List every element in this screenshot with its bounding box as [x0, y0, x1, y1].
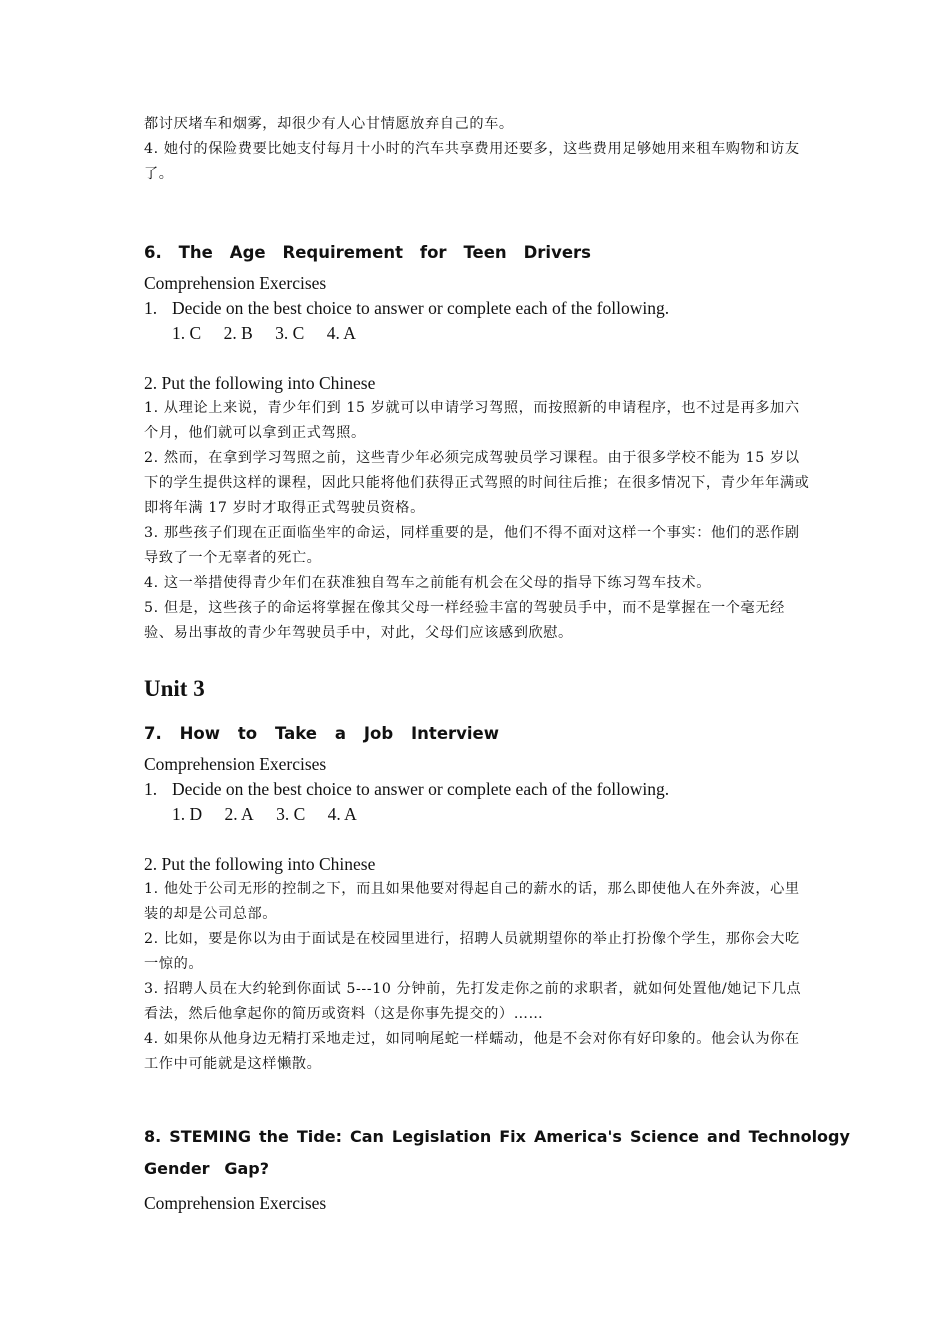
section-6-question-1: 1. Decide on the best choice to answer or complete each of the following.: [144, 298, 670, 318]
section-7-heading: 7. How to Take a Job Interview: [144, 724, 499, 743]
section-6-translation-3: 3. 那些孩子们现在正面临坐牢的命运，同样重要的是，他们不得不面对这样一个事实：他们的恶作剧导致了一个无辜者的死亡。: [144, 525, 800, 566]
section-7-comprehension: Comprehension Exercises: [144, 754, 327, 774]
document-page: [144, 112, 850, 1216]
section-7-translation-2: 2. 比如，要是你以为由于面试是在校园里进行，招聘人员就期望你的举止打扮像个学生，那你会大吃一惊的。: [144, 931, 800, 972]
section-8-comprehension: Comprehension Exercises: [144, 1193, 327, 1213]
section-8-heading: 8. STEMING the Tide: Can Legislation Fix America's Science and Technology: [144, 1127, 850, 1146]
section-7-answers: 1. D 2. A 3. C 4. A: [172, 804, 357, 824]
section-6-comprehension: Comprehension Exercises: [144, 273, 327, 293]
section-6-translation-5: 5. 但是，这些孩子的命运将掌握在像其父母一样经验丰富的驾驶员手中，而不是掌握在一个毫无经验、易出事故的青少年驾驶员手中，对此，父母们应该感到欣慰。: [144, 600, 785, 641]
section-7-translation-1: 1. 他处于公司无形的控制之下，而且如果他要对得起自己的薪水的话，那么即使他人在外奔波，心里装的却是公司总部。: [144, 881, 800, 922]
unit-3-title: Unit 3: [144, 676, 205, 701]
section-6-question-2-title: 2. Put the following into Chinese: [144, 373, 376, 393]
section-6-translation-1: 1. 从理论上来说，青少年们到 15 岁就可以申请学习驾照，而按照新的申请程序，也不过是再多加六个月，他们就可以拿到正式驾照。: [144, 400, 800, 441]
section-7-question-1: 1. Decide on the best choice to answer or complete each of the following.: [144, 779, 670, 799]
section-7-translation-4: 4. 如果你从他身边无精打采地走过，如同响尾蛇一样蠕动，他是不会对你有好印象的。他会认为你在工作中可能就是这样懒散。: [144, 1031, 800, 1072]
section-8-heading-line-2: Gender Gap?: [144, 1159, 269, 1178]
section-6-heading: 6. The Age Requirement for Teen Drivers: [144, 243, 591, 262]
intro-line: 都讨厌堵车和烟雾，却很少有人心甘情愿放弃自己的车。: [144, 116, 514, 132]
section-7-translation-3: 3. 招聘人员在大约轮到你面试 5---10 分钟前，先打发走你之前的求职者，就如何处置他/她记下几点看法，然后他拿起你的简历或资料（这是你事先提交的）……: [144, 981, 802, 1022]
section-6-translation-2: 2. 然而，在拿到学习驾照之前，这些青少年必须完成驾驶员学习课程。由于很多学校不能为 15 岁以下的学生提供这样的课程，因此只能将他们获得正式驾照的时间往后推；在很多情况下，青少年年满或即将年满 17 岁时才取得正式驾驶员资格。: [144, 450, 810, 516]
intro-item-4: 4. 她付的保险费要比她支付每月十小时的汽车共享费用还要多，这些费用足够她用来租车购物和访友了。: [144, 141, 800, 182]
section-7-question-2-title: 2. Put the following into Chinese: [144, 854, 376, 874]
section-6-translation-4: 4. 这一举措使得青少年们在获准独自驾车之前能有机会在父母的指导下练习驾车技术。: [144, 575, 711, 591]
section-6-answers: 1. C 2. B 3. C 4. A: [172, 323, 356, 343]
